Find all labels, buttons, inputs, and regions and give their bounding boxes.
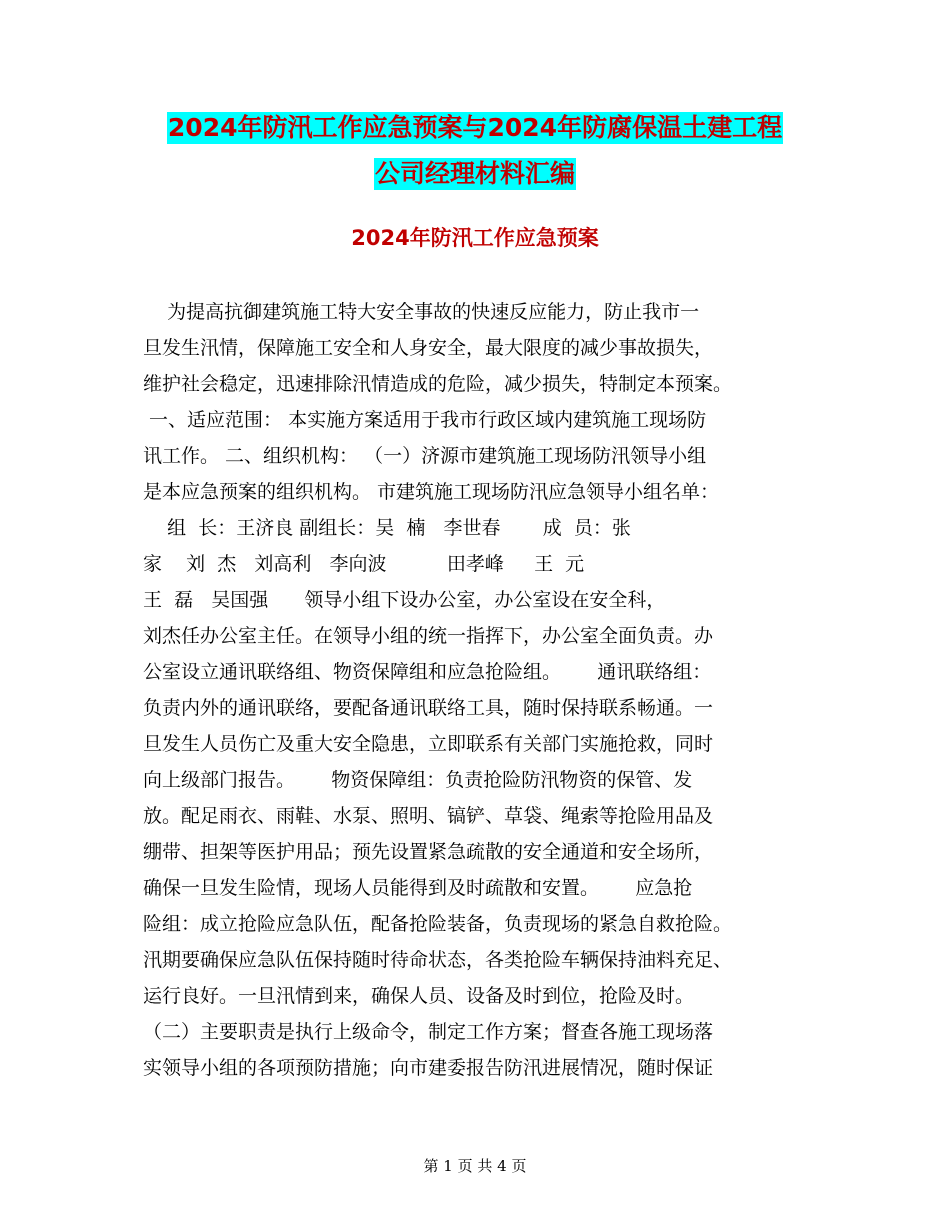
text-line: 确保一旦发生险情，现场人员能得到及时疏散和安置。 应急抢 xyxy=(143,877,693,899)
text-line: 实领导小组的各项预防措施；向市建委报告防汛进展情况，随时保证 xyxy=(143,1057,714,1079)
text-line: 为提高抗御建筑施工特大安全事故的快速反应能力，防止我市一 xyxy=(143,301,700,323)
text-line: 一、适应范围： 本实施方案适用于我市行政区域内建筑施工现场防 xyxy=(143,409,707,431)
text-line: 旦发生人员伤亡及重大安全隐患，立即联系有关部门实施抢救，同时 xyxy=(143,733,714,755)
text-line: 放。配足雨衣、雨鞋、水泵、照明、镐铲、草袋、绳索等抢险用品及 xyxy=(143,805,714,827)
text-line: 家 刘 杰 刘高利 李向波 田孝峰 王 元 xyxy=(143,553,585,575)
text-line: 运行良好。一旦汛情到来，确保人员、设备及时到位，抢险及时。 xyxy=(143,985,695,1007)
section-title: 2024年防汛工作应急预案 xyxy=(351,226,599,250)
text-line: 绷带、担架等医护用品；预先设置紧急疏散的安全通道和安全场所， xyxy=(143,841,714,863)
title-line-2: 公司经理材料汇编 xyxy=(374,159,575,188)
page-indicator: 第 1 页 共 4 页 xyxy=(423,1157,527,1175)
text-line: 组 长：王济良 副组长：吴 楠 李世春 成 员：张 xyxy=(143,517,631,539)
text-line: 讯工作。 二、组织机构： （一）济源市建筑施工现场防汛领导小组 xyxy=(143,445,707,467)
text-line: （二）主要职责是执行上级命令，制定工作方案；督查各施工现场落 xyxy=(143,1021,714,1043)
text-line: 向上级部门报告。 物资保障组：负责抢险防汛物资的保管、发 xyxy=(143,769,693,791)
text-line: 险组：成立抢险应急队伍，配备抢险装备，负责现场的紧急自救抢险。 xyxy=(143,913,733,935)
text-line: 汛期要确保应急队伍保持随时待命状态，各类抢险车辆保持油料充足、 xyxy=(143,949,733,971)
text-line: 维护社会稳定，迅速排除汛情造成的危险，减少损失，特制定本预案。 xyxy=(143,373,733,395)
text-line: 王 磊 吴国强 领导小组下设办公室，办公室设在安全科， xyxy=(143,589,666,611)
text-line: 是本应急预案的组织机构。 市建筑施工现场防汛应急领导小组名单： xyxy=(143,481,720,503)
title-line-1: 2024年防汛工作应急预案与2024年防腐保温土建工程 xyxy=(167,113,783,142)
text-line: 负责内外的通讯联络，要配备通讯联络工具，随时保持联系畅通。一 xyxy=(143,697,714,719)
text-line: 刘杰任办公室主任。在领导小组的统一指挥下，办公室全面负责。办 xyxy=(143,625,714,647)
body-paragraph xyxy=(143,294,807,1086)
text-line: 旦发生汛情，保障施工安全和人身安全，最大限度的减少事故损失， xyxy=(143,337,714,359)
text-line: 公室设立通讯联络组、物资保障组和应急抢险组。 通讯联络组： xyxy=(143,661,712,683)
document-title xyxy=(0,112,950,190)
